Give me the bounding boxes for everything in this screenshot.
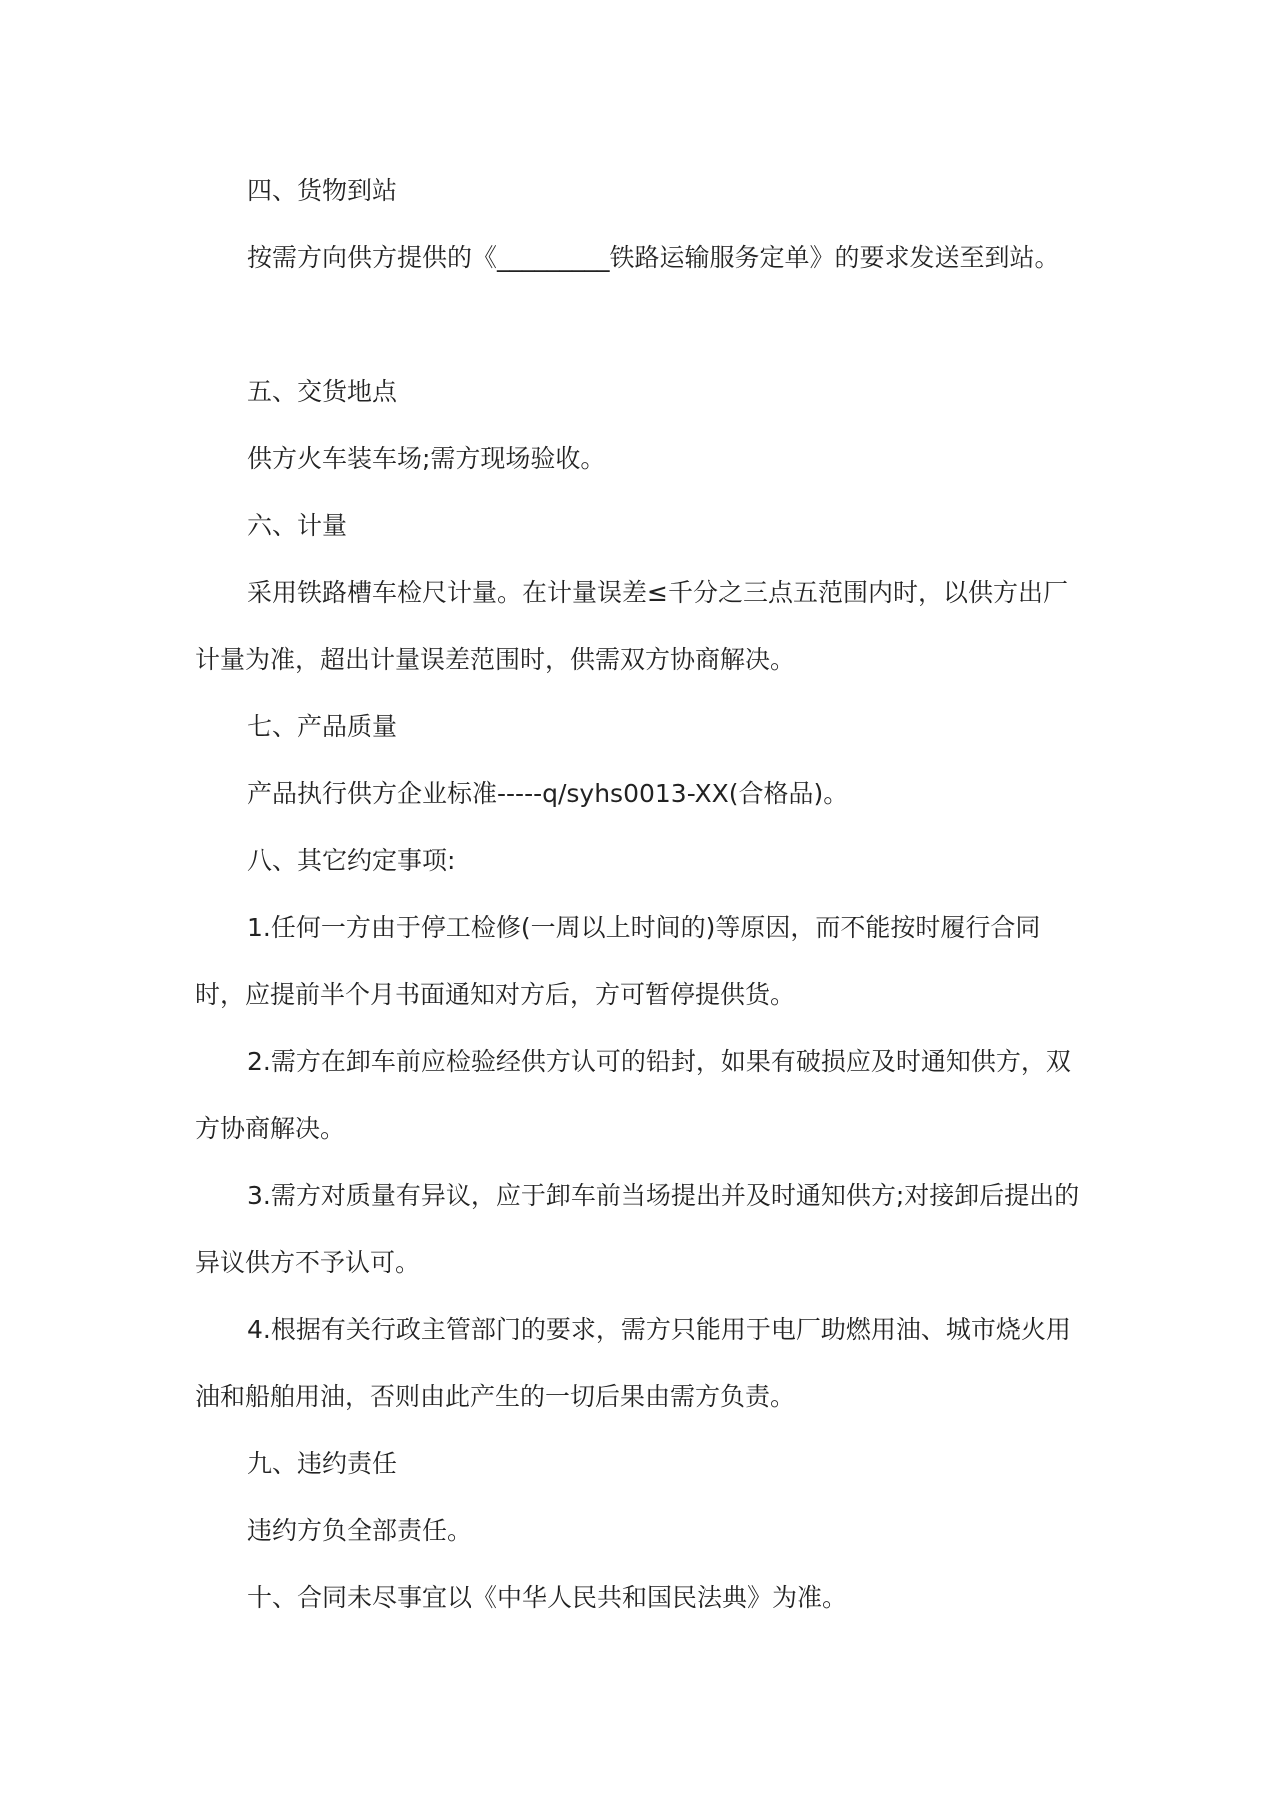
paragraph-measurement: 采用铁路槽车检尺计量。在计量误差≤千分之三点五范围内时，以供方出厂计量为准，超出计量误差范围时，供需双方协商解决。 [195, 578, 1068, 674]
paragraph-clause-1: 1.任何一方由于停工检修(一周以上时间的)等原因，而不能按时履行合同时，应提前半个月书面通知对方后，方可暂停提供货。 [195, 913, 1041, 1009]
paragraph-clause-2: 2.需方在卸车前应检验经供方认可的铅封，如果有破损应及时通知供方，双方协商解决。 [195, 1047, 1071, 1143]
paragraph-delivery-location: 供方火车装车场;需方现场验收。 [247, 444, 606, 473]
paragraph-liability: 违约方负全部责任。 [247, 1516, 473, 1545]
section-heading-7: 七、产品质量 [247, 712, 398, 741]
section-heading-9: 九、违约责任 [247, 1449, 398, 1478]
paragraph-clause-3: 3.需方对质量有异议，应于卸车前当场提出并及时通知供方;对接卸后提出的异议供方不予认可。 [195, 1181, 1080, 1277]
paragraph-clause-4: 4.根据有关行政主管部门的要求，需方只能用于电厂助燃用油、城市烧火用油和船舶用油，否则由此产生的一切后果由需方负责。 [195, 1315, 1071, 1411]
section-heading-6: 六、计量 [247, 511, 348, 540]
section-heading-10: 十、合同未尽事宜以《中华人民共和国民法典》为准。 [247, 1583, 848, 1612]
paragraph-product-quality: 产品执行供方企业标准-----q/syhs0013-XX(合格品)。 [247, 779, 849, 808]
section-heading-5: 五、交货地点 [247, 377, 398, 406]
section-heading-4: 四、货物到站 [247, 176, 398, 205]
paragraph-delivery-station: 按需方向供方提供的《_________铁路运输服务定单》的要求发送至到站。 [247, 243, 1060, 272]
section-heading-8: 八、其它约定事项: [247, 846, 456, 875]
